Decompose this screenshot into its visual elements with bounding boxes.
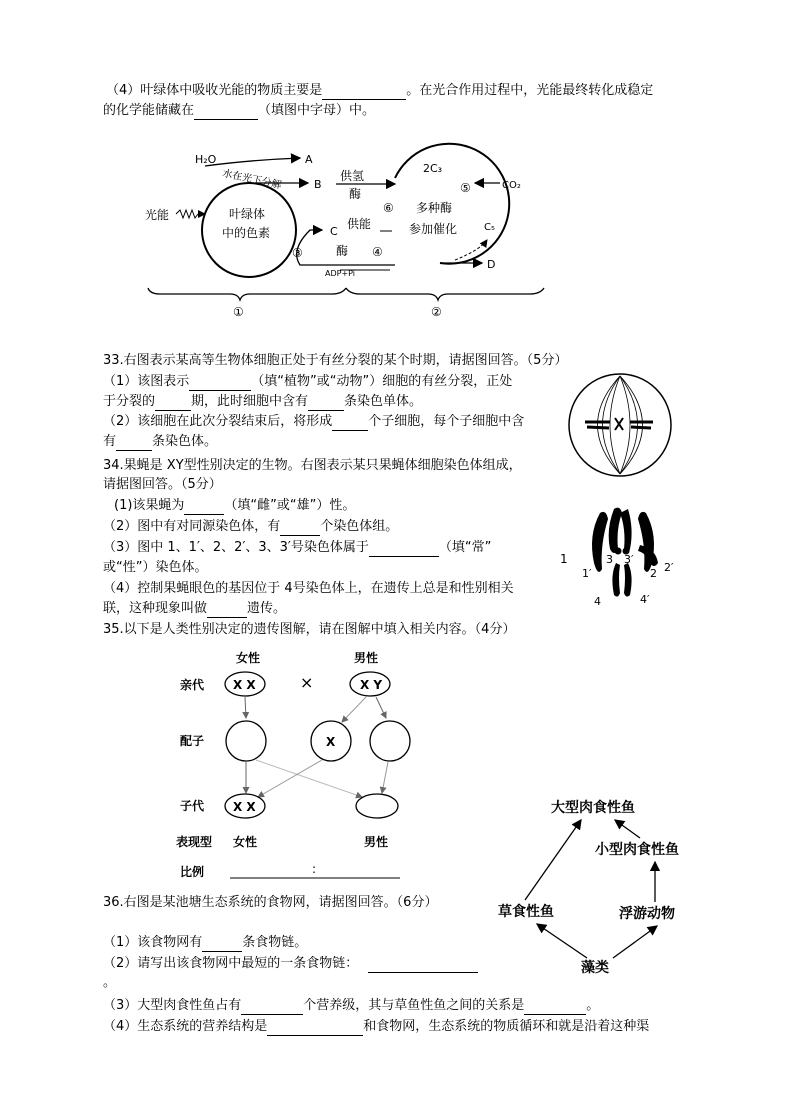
q34-line2: （2）图中有对同源染色体，有 个染色体组。 (103, 519, 399, 534)
chrom-1p: 1′ (582, 567, 592, 580)
enzyme-h-2: 酶 (349, 187, 362, 201)
offspring-female: 女性 (233, 835, 258, 849)
q33-line3: （2）该细胞在此次分裂结束后，将形成 个子细胞，每个子细胞中含 (103, 414, 525, 429)
q33-title: 33.右图表示某高等生物体细胞正处于有丝分裂的某个时期，请据图回答。（5分） (103, 353, 568, 368)
q34-line4: 或“性”）染色体。 (103, 560, 208, 575)
adp-label: ADP+Pi (325, 269, 356, 278)
q36-title: 36.右图是某池塘生态系统的食物网，请据图回答。（6分） (103, 895, 438, 910)
c3-label: 2C₃ (423, 162, 443, 175)
cross-sign: × (300, 673, 314, 692)
chrom-2: 2 (650, 567, 657, 580)
q36-line4: （4）生态系统的营养结构是 和食物网，生态系统的物质循环和就是沿着这种渠 (103, 1019, 650, 1034)
q32-line1: （4）叶绿体中吸收光能的物质主要是 。在光合作用过程中，光能最终转化成稳定 (106, 83, 654, 98)
enzyme-e-1: 供能 (347, 217, 372, 231)
label-B: B (314, 178, 322, 191)
ratio-label: 比例 (180, 865, 205, 879)
pigment-label-1: 叶绿体 (229, 207, 266, 221)
water-split-label: 水在光下分解 (221, 168, 283, 192)
multi-enzyme-1: 多种酶 (416, 201, 453, 215)
small-carnivore-fish: 小型肉食性鱼 (595, 842, 679, 858)
q35-title: 35.以下是人类性别决定的遗传图解，请在图解中填入相关内容。（4分） (103, 622, 516, 637)
phenotype-label: 表现型 (176, 835, 213, 849)
q34-line3: （3）图中 1、1′、2、2′、3、3′号染色体属于 （填“常” (103, 540, 492, 555)
q32-line2: 的化学能储藏在 （填图中字母）中。 (103, 103, 376, 118)
label-4: ④ (372, 245, 383, 259)
q34-line6: 联，这种现象叫做 遗传。 (103, 601, 287, 616)
multi-enzyme-2: 参加催化 (409, 222, 458, 236)
chrom-4: 4 (594, 595, 601, 608)
food-web-figure (495, 790, 715, 980)
parent-label: 亲代 (180, 678, 205, 692)
q36-line3: （3）大型肉食性鱼占有 个营养级，其与草鱼性鱼之间的关系是 。 (103, 998, 600, 1013)
enzyme-h-1: 供氢 (340, 169, 365, 183)
offspring-xx: X X (233, 800, 256, 814)
brace-label-1: ① (233, 305, 244, 319)
q34-line1: (1)该果蝇为 （填“雌”或“雄”）性。 (114, 498, 356, 513)
c5-label: C₅ (484, 222, 495, 233)
light-label: 光能 (145, 208, 170, 222)
label-3: ③ (292, 246, 303, 260)
q33-line4: 有 条染色体。 (103, 434, 218, 449)
female-header: 女性 (236, 651, 261, 665)
chrom-4p: 4′ (640, 593, 650, 606)
fruitfly-chromosome-figure (558, 505, 688, 615)
gamete-label: 配子 (180, 734, 205, 748)
chrom-3p: 3′ (624, 553, 634, 566)
q33-line1: （1）该图表示 （填“植物”或“动物”）细胞的有丝分裂，正处 (103, 374, 513, 389)
q34-line5: （4）控制果蝇眼色的基因位于 4号染色体上，在遗传上总是和性别相关 (103, 581, 514, 596)
q36-line2: （2）请写出该食物网中最短的一条食物链： (103, 955, 478, 973)
co2-label: CO₂ (502, 180, 521, 191)
parent-xx: X X (233, 678, 256, 692)
herbivore-fish: 草食性鱼 (498, 904, 554, 920)
enzyme-e-2: 酶 (336, 244, 349, 258)
pigment-label-2: 中的色素 (222, 226, 271, 240)
mitosis-cell-figure (565, 370, 675, 480)
label-D: D (487, 258, 496, 271)
offspring-label: 子代 (180, 799, 205, 813)
label-6: ⑥ (383, 201, 394, 215)
q33-line2: 于分裂的 期，此时细胞中含有 条染色单体。 (103, 394, 423, 409)
q36-line1: （1）该食物网有 条食物链。 (103, 935, 308, 950)
photosynthesis-diagram (0, 0, 790, 330)
brace-label-2: ② (431, 305, 442, 319)
male-header: 男性 (354, 651, 379, 665)
chrom-1: 1 (560, 552, 568, 566)
chrom-3: 3 (606, 553, 613, 566)
offspring-male: 男性 (364, 835, 389, 849)
q34-title2: 请据图回答。（5分） (103, 477, 222, 492)
label-C: C (330, 225, 338, 238)
q34-title: 34.果蝇是 XY型性别决定的生物。右图表示某只果蝇体细胞染色体组成， (103, 458, 522, 473)
algae: 藻类 (581, 960, 609, 976)
ratio-colon: : (312, 862, 317, 876)
h2o-label: H₂O (195, 153, 217, 166)
chrom-2p: 2′ (664, 561, 674, 574)
zooplankton: 浮游动物 (619, 906, 675, 922)
label-A: A (305, 153, 313, 166)
label-5: ⑤ (460, 181, 471, 195)
gamete-x: X (326, 735, 336, 749)
big-carnivore-fish: 大型肉食性鱼 (551, 800, 635, 816)
q36-line2-end: 。 (103, 975, 117, 990)
parent-xy: X Y (360, 678, 383, 692)
